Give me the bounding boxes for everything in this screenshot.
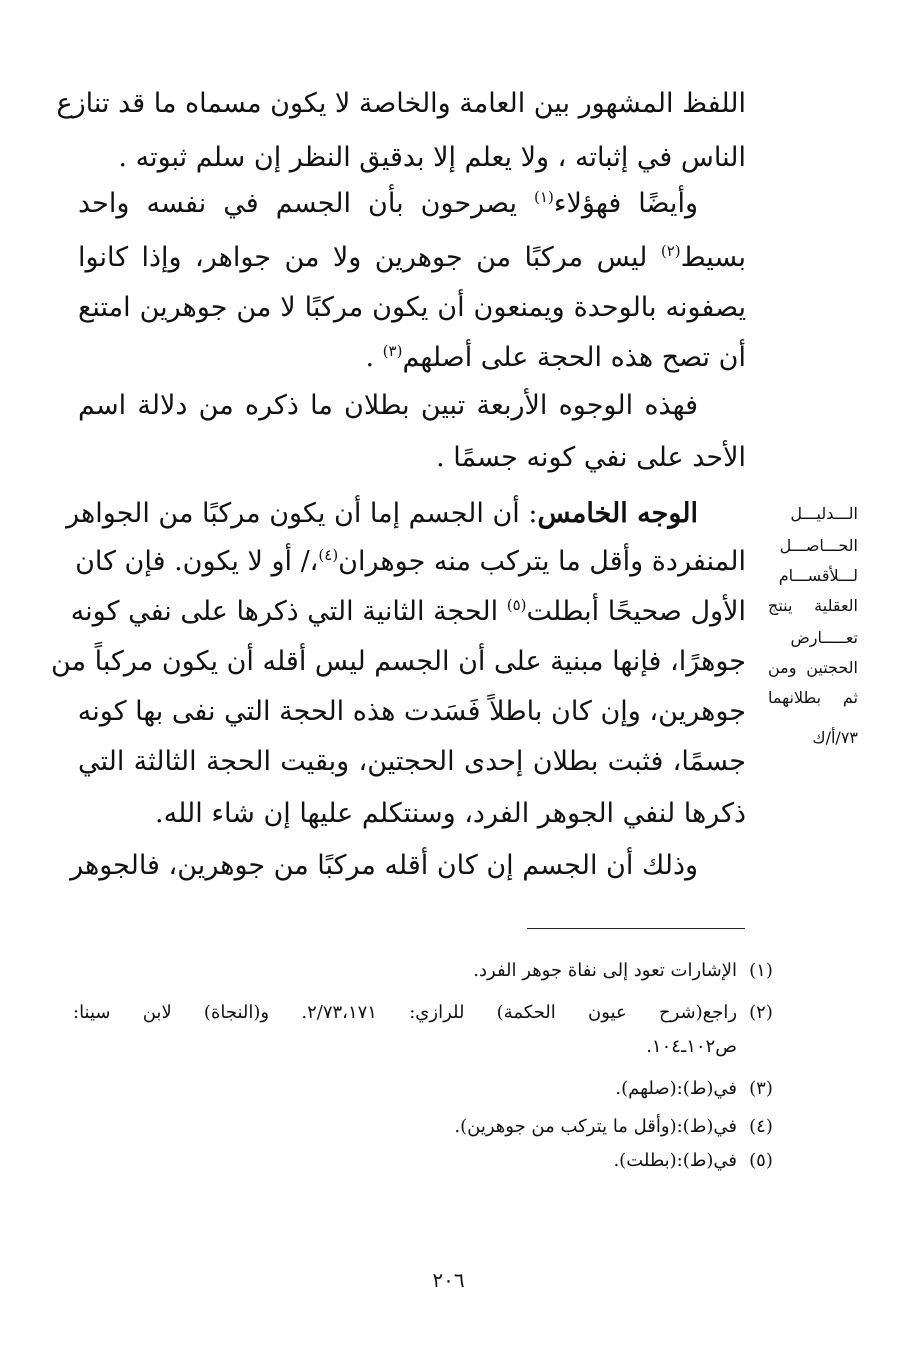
text-line xyxy=(78,294,746,321)
text-segment: . xyxy=(365,342,383,373)
margin-note-line: الـــدليـــل xyxy=(790,504,858,523)
text-segment: الناس في إثباته ، ولا يعلم إلا بدقيق النظر إن سلم ثبوته . xyxy=(118,142,746,173)
text-segment: الحجة الثانية التي ذكرها على نفي كونه xyxy=(70,596,507,627)
text-segment: اللفظ المشهور بين العامة والخاصة لا يكون مسماه ما قد تنازع xyxy=(56,88,746,119)
text-segment: : أن الجسم إما أن يكون مركبًا من الجواهر xyxy=(66,498,538,529)
text-line xyxy=(78,444,746,471)
text-segment: يصفونه بالوحدة ويمنعون أن يكون مركبًا لا من جوهرين امتنع xyxy=(78,292,746,323)
text-line xyxy=(56,88,746,119)
text-line xyxy=(78,698,746,725)
text-segment: وأيضًا فهؤلاء xyxy=(553,188,698,219)
section-heading: الوجه الخامس xyxy=(537,498,698,529)
text-line xyxy=(78,344,746,371)
text-segment: ،/ أو لا يكون. فإن كان xyxy=(75,546,319,577)
footnote-text: الإشارات تعود إلى نفاة جوهر الفرد. xyxy=(473,960,737,981)
text-line xyxy=(75,546,746,577)
footnote-text: في(ط):(وأقل ما يتركب من جوهرين). xyxy=(454,1116,737,1137)
margin-note-line: ٧٣/أ/ك xyxy=(812,728,858,747)
margin-note-line: تعـــــارض xyxy=(790,628,858,647)
text-segment: المنفردة وأقل ما يتركب منه جوهران xyxy=(338,546,746,577)
footnote-marker: (٢) xyxy=(660,242,681,260)
text-line xyxy=(78,392,746,419)
text-line xyxy=(78,144,746,171)
text-line xyxy=(78,190,746,217)
text-line xyxy=(51,646,746,677)
footnote-number: (٣) xyxy=(749,1078,773,1099)
text-segment: ليس مركبًا من جوهرين ولا من جواهر، وإذا كانوا xyxy=(78,242,661,273)
footnote-number: (١) xyxy=(749,960,773,981)
footnote-text: ص١٠٢ـ١٠٤. xyxy=(646,1036,737,1057)
text-segment: الأول صحيحًا أبطلت xyxy=(526,596,746,627)
footnote-number: (٤) xyxy=(749,1116,773,1137)
footnote-marker: (٥) xyxy=(506,596,527,614)
text-segment: وذلك أن الجسم إن كان أقله مركبًا من جوهرين، فالجوهر xyxy=(70,850,698,881)
text-line xyxy=(70,596,746,627)
text-line xyxy=(66,498,746,529)
footnote-rule xyxy=(527,928,745,929)
margin-note-line: ثم بطلانهما xyxy=(768,688,858,707)
footnote-marker: (٤) xyxy=(318,546,339,564)
margin-note-line: الحجتين ومن xyxy=(768,658,858,677)
margin-note-line: العقلية ينتج xyxy=(768,596,858,615)
page-number: ٢٠٦ xyxy=(432,1268,465,1292)
text-line xyxy=(70,850,746,881)
text-line xyxy=(78,748,746,775)
text-segment: جوهرين، وإن كان باطلاً فَسَدت هذه الحجة التي نفى بها كونه xyxy=(77,696,746,727)
text-segment: جسمًا، فثبت بطلان إحدى الحجتين، وبقيت الحجة الثالثة التي xyxy=(78,746,746,777)
footnote-text: راجع(شرح عيون الحكمة) للرازي: ٢/٧٣،١٧١. و(النجاة) لابن سينا: xyxy=(73,1002,738,1023)
footnote-text: في(ط):(صلهم). xyxy=(615,1078,737,1099)
text-line xyxy=(78,244,746,271)
text-segment: بسيط xyxy=(680,242,746,273)
text-line xyxy=(78,800,746,827)
margin-note-line: الحـــاصـــل xyxy=(779,536,858,555)
footnote-marker: (١) xyxy=(534,188,554,206)
footnote-number: (٥) xyxy=(749,1150,773,1171)
footnote-number: (٢) xyxy=(749,1002,773,1023)
text-segment: يصرحون بأن الجسم في نفسه واحد xyxy=(78,188,535,219)
footnote-text: في(ط):(بطلت). xyxy=(613,1150,737,1171)
text-segment: الأحد على نفي كونه جسمًا . xyxy=(436,442,746,473)
text-segment: جوهرًا، فإنها مبنية على أن الجسم ليس أقله أن يكون مركباً من xyxy=(51,646,746,677)
text-segment: فهذه الوجوه الأربعة تبين بطلان ما ذكره من دلالة اسم xyxy=(78,390,698,421)
text-segment: ذكرها لنفي الجوهر الفرد، وسنتكلم عليها إن شاء الله. xyxy=(155,798,746,829)
footnote-marker: (٣) xyxy=(382,342,403,360)
text-segment: أن تصح هذه الحجة على أصلهم xyxy=(402,342,746,373)
margin-note-line: لـــلأقســـام xyxy=(778,566,858,585)
